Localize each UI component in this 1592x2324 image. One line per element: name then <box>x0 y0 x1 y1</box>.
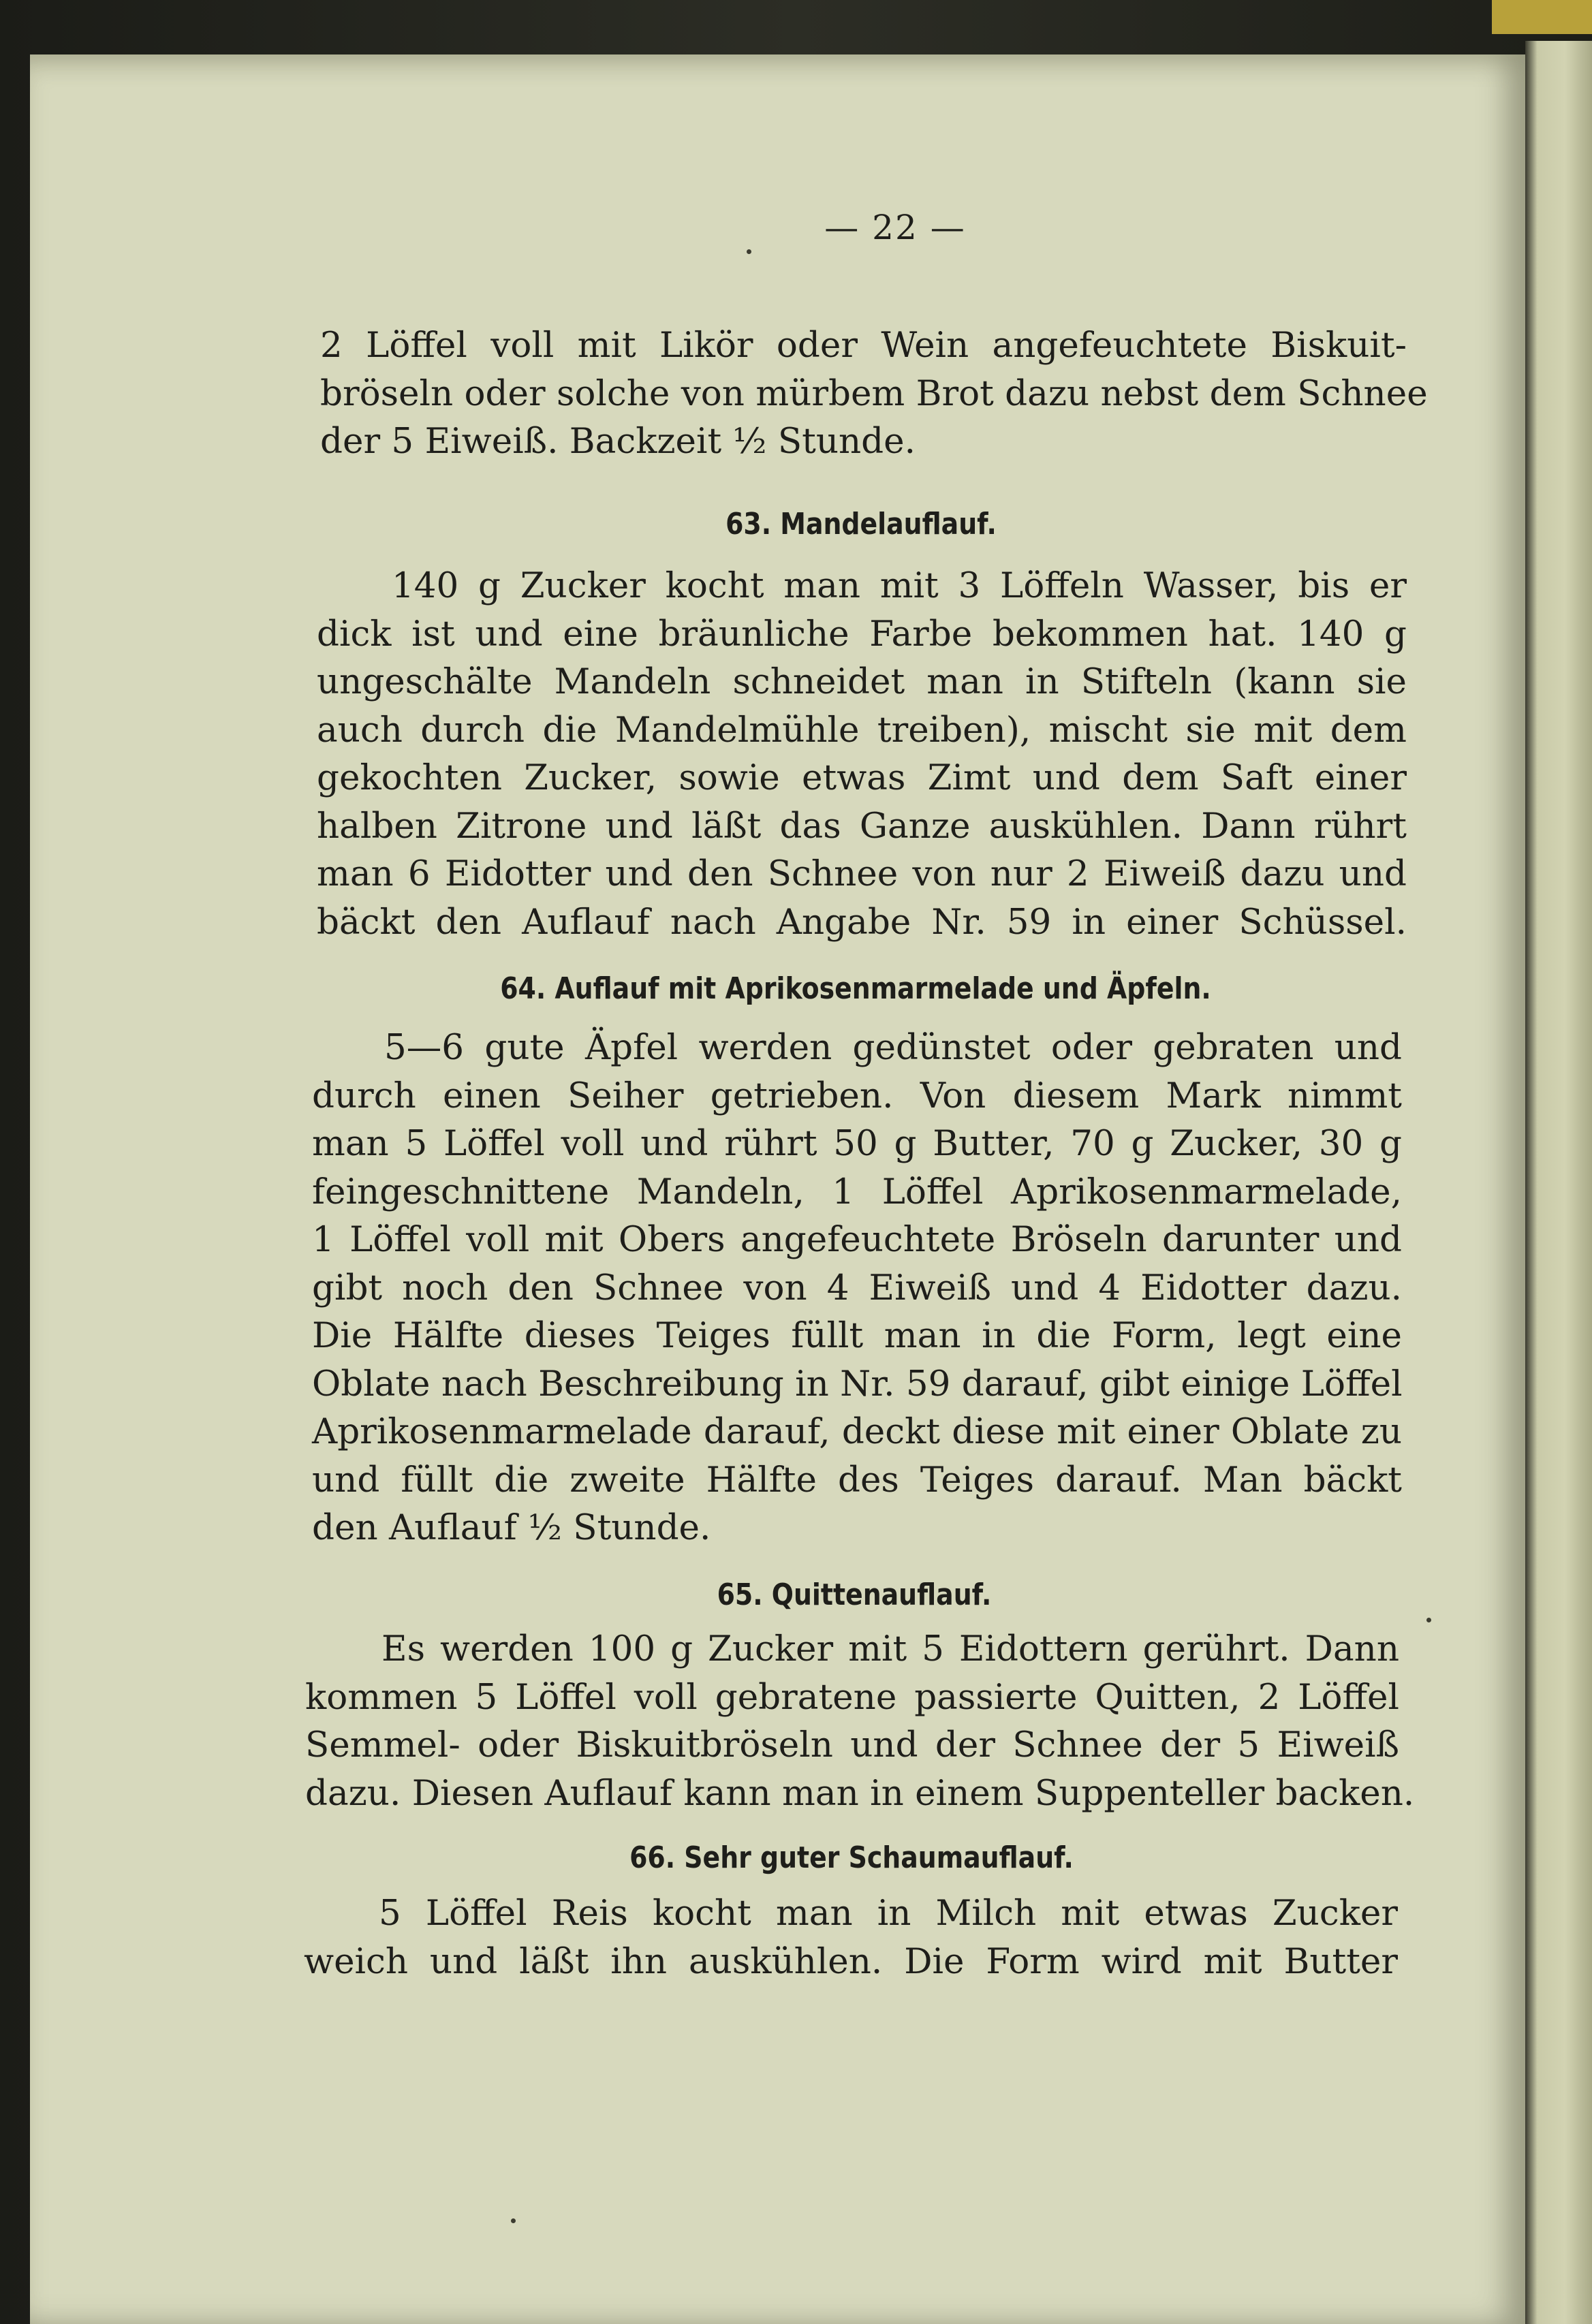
recipe-body-64 <box>312 1024 1402 1552</box>
recipe-body-63 <box>317 562 1407 946</box>
recipe-title-66: 66. Sehr guter Schaumauflauf. <box>629 1840 1074 1875</box>
text-line: feingeschnittene Mandeln, 1 Löffel Aprikosenmarmelade, <box>312 1171 1402 1212</box>
text-line: weich und läßt ihn auskühlen. Die Form wird mit Butter <box>304 1941 1398 1982</box>
text-line: gekochten Zucker, sowie etwas Zimt und dem Saft einer <box>317 757 1407 798</box>
text-line: und füllt die zweite Hälfte des Teiges darauf. Man bäckt <box>312 1459 1402 1501</box>
text-line: dick ist und eine bräunliche Farbe bekommen hat. 140 g <box>317 613 1407 655</box>
page-number: — 22 — <box>824 208 966 247</box>
text-line: man 5 Löffel voll und rührt 50 g Butter, 70 g Zucker, 30 g <box>312 1123 1402 1164</box>
scan-speck <box>1426 1618 1431 1622</box>
text-line: Aprikosenmarmelade darauf, deckt diese mit einer Oblate zu <box>312 1411 1402 1452</box>
text-line: auch durch die Mandelmühle treiben), mischt sie mit dem <box>317 709 1407 751</box>
text-line: dazu. Diesen Auflauf kann man in einem Suppenteller backen. <box>305 1772 1415 1814</box>
recipe-body-65 <box>305 1625 1415 1817</box>
recipe-title-65: 65. Quittenauflauf. <box>717 1577 992 1612</box>
scan-speck <box>747 249 751 254</box>
text-line: ungeschälte Mandeln schneidet man in Stifteln (kann sie <box>317 661 1407 702</box>
text-line: Die Hälfte dieses Teiges füllt man in die Form, legt eine <box>312 1315 1402 1356</box>
page-edge <box>1525 41 1592 2324</box>
recipe-body-66 <box>304 1889 1398 1985</box>
text-line: bröseln oder solche von mürbem Brot dazu nebst dem Schnee <box>320 373 1428 414</box>
text-line: halben Zitrone und läßt das Ganze auskühlen. Dann rührt <box>317 805 1407 847</box>
recipe-title-63: 63. Mandelauflauf. <box>725 507 997 541</box>
text-line: Semmel- oder Biskuitbröseln und der Schnee der 5 Eiweiß <box>305 1725 1399 1765</box>
text-line: Es werden 100 g Zucker mit 5 Eidottern gerührt. Dann <box>381 1629 1399 1669</box>
recipe-title-64: 64. Auflauf mit Aprikosenmarmelade und Äpfeln. <box>500 971 1211 1006</box>
text-line: 1 Löffel voll mit Obers angefeuchtete Bröseln darunter und <box>312 1219 1402 1260</box>
text-line: kommen 5 Löffel voll gebratene passierte Quitten, 2 Löffel <box>305 1676 1399 1718</box>
scan-speck <box>511 2218 516 2223</box>
text-line: Oblate nach Beschreibung in Nr. 59 darauf, gibt einige Löffel <box>312 1363 1403 1404</box>
text-line: den Auflauf ½ Stunde. <box>312 1507 711 1548</box>
corner-tab <box>1492 0 1592 34</box>
intro-paragraph <box>320 321 1428 466</box>
text-line: bäckt den Auflauf nach Angabe Nr. 59 in einer Schüssel. <box>317 901 1407 943</box>
text-line: durch einen Seiher getrieben. Von diesem Mark nimmt <box>312 1075 1402 1116</box>
text-line: der 5 Eiweiß. Backzeit ½ Stunde. <box>320 421 916 462</box>
book-page <box>30 54 1525 2324</box>
text-line: gibt noch den Schnee von 4 Eiweiß und 4 Eidotter dazu. <box>312 1267 1402 1308</box>
text-line: 140 g Zucker kocht man mit 3 Löffeln Wasser, bis er <box>392 565 1407 606</box>
text-line: 2 Löffel voll mit Likör oder Wein angefeuchtete Biskuit- <box>320 325 1407 366</box>
text-line: man 6 Eidotter und den Schnee von nur 2 Eiweiß dazu und <box>317 853 1407 894</box>
page-text <box>30 54 1525 2324</box>
text-line: 5 Löffel Reis kocht man in Milch mit etwas Zucker <box>379 1893 1398 1934</box>
text-line: 5—6 gute Äpfel werden gedünstet oder gebraten und <box>384 1027 1402 1068</box>
